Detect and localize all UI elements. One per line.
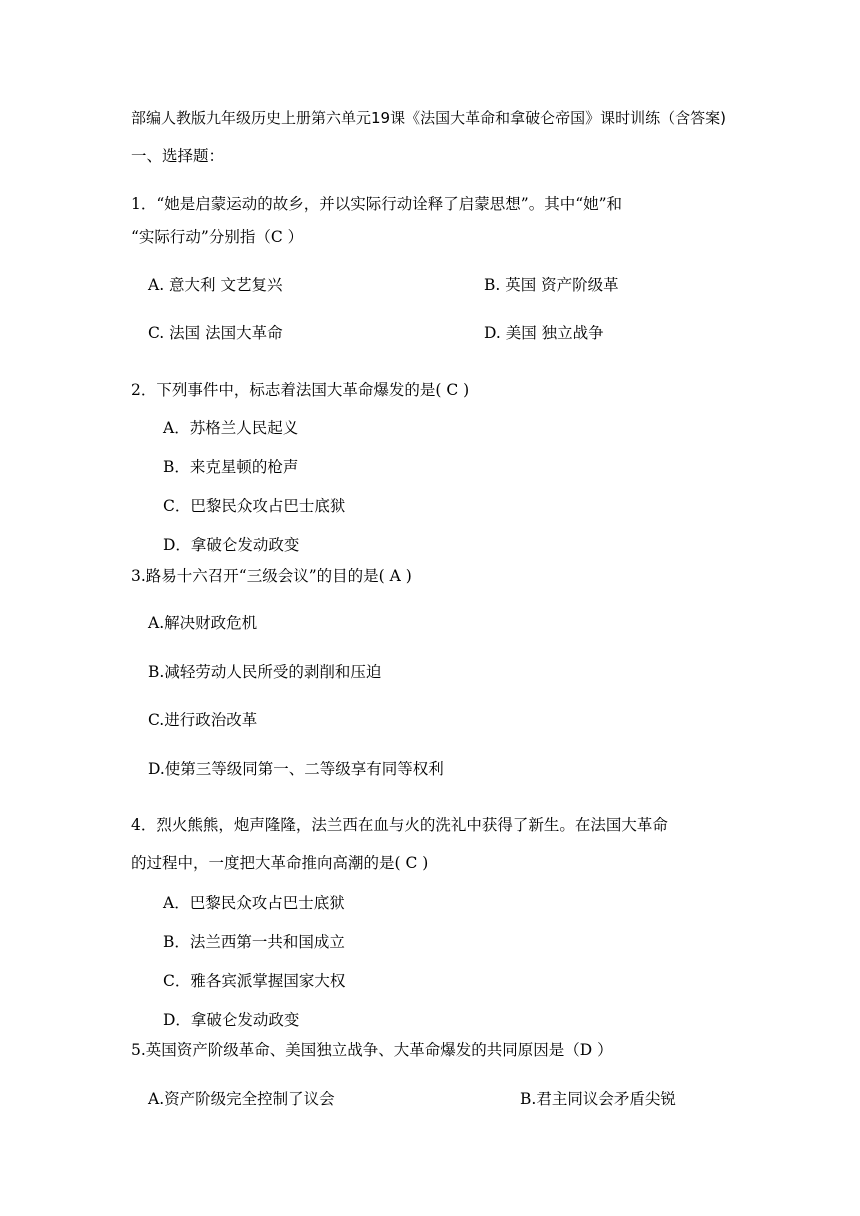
question-4-option-c: C．雅各宾派掌握国家大权 <box>163 972 346 990</box>
question-4-option-d: D．拿破仑发动政变 <box>163 1011 300 1029</box>
question-3-line-1: 3.路易十六召开“三级会议”的目的是( A ) <box>131 567 412 585</box>
question-2-line-1: 2．下列事件中，标志着法国大革命爆发的是( C ) <box>131 381 470 399</box>
question-5-option-a: A.资产阶级完全控制了议会 <box>148 1090 335 1108</box>
question-3-option-c: C.进行政治改革 <box>148 711 258 729</box>
question-3-option-d: D.使第三等级同第一、二等级享有同等权利 <box>148 760 444 778</box>
question-1-line-1: 1．“她是启蒙运动的故乡，并以实际行动诠释了启蒙思想”。其中“她”和 <box>131 195 623 213</box>
question-2-option-a: A．苏格兰人民起义 <box>163 419 299 437</box>
question-2-option-c: C．巴黎民众攻占巴士底狱 <box>163 497 346 515</box>
question-2-option-d: D．拿破仑发动政变 <box>163 536 300 554</box>
question-4-line-1: 4．烈火熊熊，炮声隆隆，法兰西在血与火的洗礼中获得了新生。在法国大革命 <box>131 816 668 834</box>
question-4-option-b: B．法兰西第一共和国成立 <box>163 933 345 951</box>
question-1-option-d: D. 美国 独立战争 <box>484 324 604 342</box>
question-1-option-b: B. 英国 资产阶级革 <box>484 276 619 294</box>
question-5-option-b: B.君主同议会矛盾尖锐 <box>520 1090 676 1108</box>
question-1-option-a: A. 意大利 文艺复兴 <box>148 276 283 294</box>
section-heading: 一、选择题： <box>131 147 225 165</box>
question-1-option-c: C. 法国 法国大革命 <box>148 324 283 342</box>
question-3-option-a: A.解决财政危机 <box>148 614 258 632</box>
question-5-line-1: 5.英国资产阶级革命、美国独立战争、大革命爆发的共同原因是（D ） <box>131 1041 613 1059</box>
question-4-line-2: 的过程中，一度把大革命推向高潮的是( C ) <box>131 854 429 872</box>
document-title: 部编人教版九年级历史上册第六单元19课《法国大革命和拿破仑帝国》课时训练（含答案) <box>131 109 726 127</box>
question-3-option-b: B.减轻劳动人民所受的剥削和压迫 <box>148 663 382 681</box>
question-1-line-2: “实际行动”分别指（C ） <box>131 228 304 246</box>
question-2-option-b: B．来克星顿的枪声 <box>163 458 299 476</box>
question-4-option-a: A．巴黎民众攻占巴士底狱 <box>163 894 345 912</box>
